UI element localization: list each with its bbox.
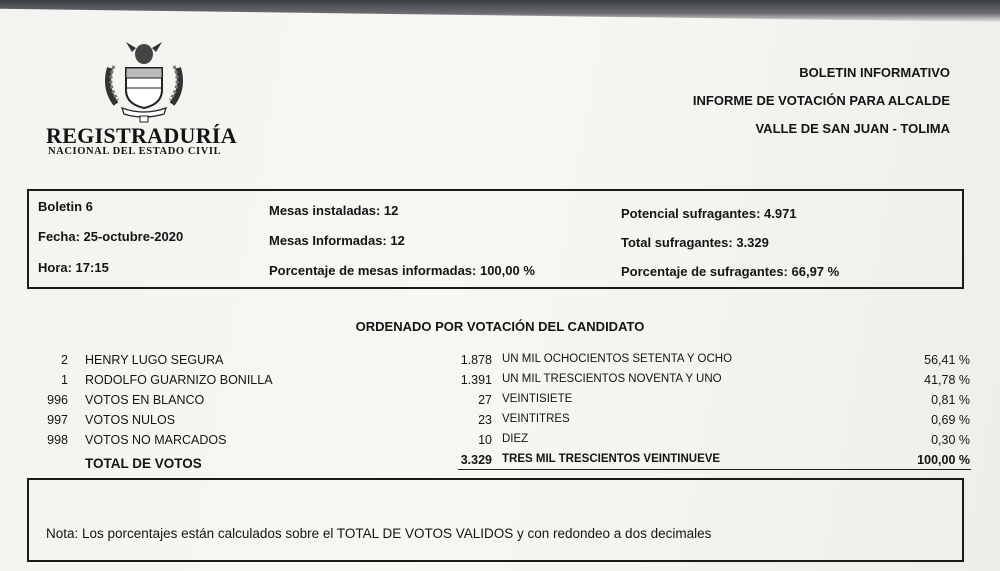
candidate-code: 996: [47, 393, 68, 407]
vote-percentage: 41,78 %: [924, 373, 970, 387]
table-row: [0, 353, 1000, 373]
vote-words: VEINTISIETE: [502, 393, 573, 405]
footnote: Nota: Los porcentajes están calculados sobre el TOTAL DE VOTOS VALIDOS y con redondeo a dos decimales: [46, 526, 712, 541]
vote-words: VEINTITRES: [502, 413, 570, 425]
info-box: [27, 189, 964, 289]
vote-percentage: 0,30 %: [931, 433, 970, 447]
candidate-code: 2: [61, 353, 68, 367]
total-label: TOTAL DE VOTOS: [85, 456, 202, 471]
total-votes: 3.329: [460, 453, 492, 467]
section-title: ORDENADO POR VOTACIÓN DEL CANDIDATO: [355, 319, 645, 334]
total-percentage: 100,00 %: [917, 453, 970, 467]
header-report-title: INFORME DE VOTACIÓN PARA ALCALDE: [692, 93, 950, 108]
report-date: Fecha: 25-octubre-2020: [38, 229, 184, 244]
vote-percentage: 56,41 %: [924, 353, 970, 367]
porcentaje-mesas: Porcentaje de mesas informadas: 100,00 %: [269, 263, 535, 278]
vote-percentage: 0,81 %: [931, 393, 970, 407]
mesas-instaladas: Mesas instaladas: 12: [269, 203, 399, 218]
total-underline: [458, 469, 971, 470]
vote-count: 1.391: [460, 373, 492, 387]
header-location: VALLE DE SAN JUAN - TOLIMA: [755, 121, 950, 136]
table-row: [0, 373, 1000, 393]
vote-count: 1.878: [460, 353, 492, 367]
total-sufragantes: Total sufragantes: 3.329: [621, 235, 769, 250]
boletin-number: Boletin 6: [38, 199, 93, 214]
vote-count: 23: [478, 413, 492, 427]
candidate-name: VOTOS NULOS: [85, 413, 176, 427]
candidate-name: HENRY LUGO SEGURA: [85, 353, 224, 367]
candidate-code: 1: [61, 373, 68, 387]
table-row: [0, 393, 1000, 413]
total-row: [0, 453, 1000, 473]
vote-words: UN MIL TRESCIENTOS NOVENTA Y UNO: [502, 373, 722, 385]
mesas-informadas: Mesas Informadas: 12: [269, 233, 405, 248]
vote-count: 27: [478, 393, 492, 407]
table-row: [0, 433, 1000, 453]
vote-words: DIEZ: [502, 433, 529, 445]
candidate-name: VOTOS EN BLANCO: [85, 393, 205, 407]
candidate-code: 997: [47, 413, 68, 427]
brand-title: REGISTRADURÍA: [46, 123, 237, 148]
vote-count: 10: [478, 433, 492, 447]
header-bulletin-title: BOLETIN INFORMATIVO: [799, 65, 950, 80]
potencial-sufragantes: Potencial sufragantes: 4.971: [621, 206, 797, 221]
table-row: [0, 413, 1000, 433]
candidate-code: 998: [47, 433, 68, 447]
note-box: [27, 478, 964, 562]
screen-bezel: [0, 0, 1000, 22]
vote-words: UN MIL OCHOCIENTOS SETENTA Y OCHO: [502, 353, 733, 365]
total-words: TRES MIL TRESCIENTOS VEINTINUEVE: [502, 453, 721, 465]
brand-subtitle: NACIONAL DEL ESTADO CIVIL: [48, 146, 222, 157]
porcentaje-sufragantes: Porcentaje de sufragantes: 66,97 %: [621, 264, 840, 279]
candidate-name: VOTOS NO MARCADOS: [85, 433, 227, 447]
vote-percentage: 0,69 %: [931, 413, 970, 427]
coat-of-arms-icon: [96, 38, 192, 124]
candidate-name: RODOLFO GUARNIZO BONILLA: [85, 373, 273, 387]
report-time: Hora: 17:15: [38, 260, 109, 275]
